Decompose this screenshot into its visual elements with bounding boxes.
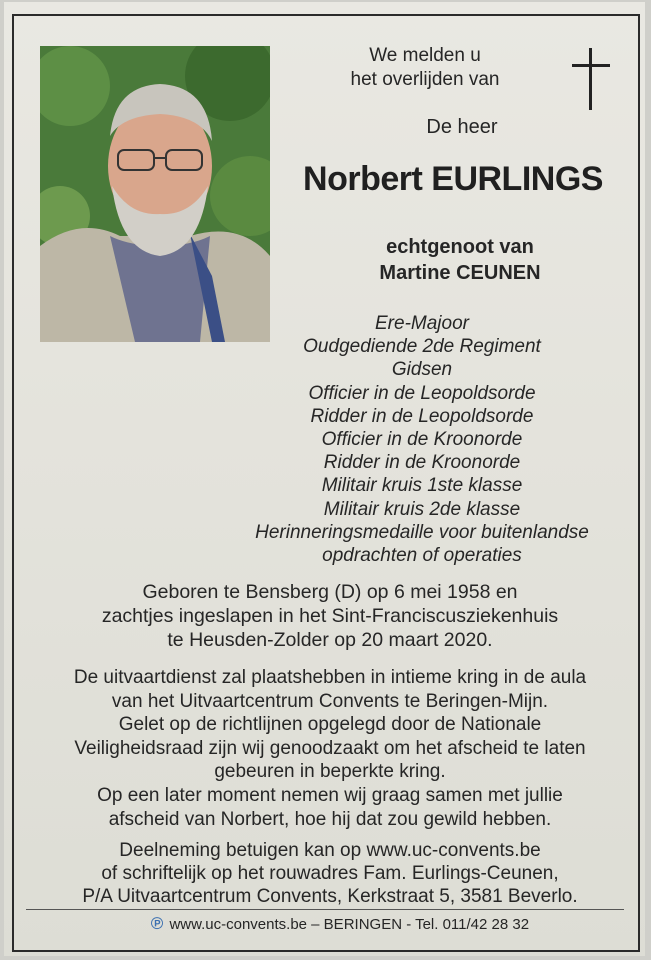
ceremony-line: Op een later moment nemen wij graag samen met jullie: [97, 784, 563, 806]
condolence-line: of schriftelijk op het rouwadres Fam. Eurlings-Ceunen,: [101, 863, 559, 884]
honor-item: Ere-Majoor: [375, 313, 469, 334]
birth-line: Geboren te Bensberg (D) op 6 mei 1958 en: [142, 581, 518, 603]
footer-divider: [26, 909, 624, 910]
honor-item: Herinneringsmedaille voor buitenlandse: [255, 521, 589, 543]
cross-icon: [572, 48, 610, 117]
birth-line: zachtjes ingeslapen in het Sint-Franciscusziekenhuis: [101, 605, 559, 627]
honor-item: opdrachten of operaties: [322, 545, 522, 567]
honor-item: Oudgediende 2de Regiment: [303, 336, 541, 358]
spouse-label: echtgenoot van: [386, 236, 534, 258]
honors-list: [232, 312, 612, 567]
ceremony-line: gebeuren in beperkte kring.: [214, 761, 446, 783]
ceremony-line: De uitvaartdienst zal plaatshebben in intieme kring in de aula: [73, 667, 587, 688]
condolence-paragraph: [30, 839, 630, 908]
portrait-photo: [40, 46, 270, 342]
birth-line: te Heusden-Zolder op 20 maart 2020.: [167, 629, 493, 651]
honor-item: Ridder in de Kroonorde: [323, 452, 521, 474]
funeral-home-logo-icon: ℗: [150, 914, 164, 933]
ceremony-line: Veiligheidsraad zijn wij genoodzaakt om het afscheid te laten: [74, 737, 586, 759]
ceremony-paragraph: [30, 666, 630, 831]
honorific: De heer: [426, 116, 498, 138]
condolence-line: P/A Uitvaartcentrum Convents, Kerkstraat 5, 3581 Beverlo.: [82, 886, 578, 907]
condolence-line: Deelneming betuigen kan op www.uc-convents.be: [119, 840, 541, 861]
ceremony-line: van het Uitvaartcentrum Convents te Beringen-Mijn.: [111, 690, 549, 712]
footer: [100, 914, 580, 934]
honor-item: Gidsen: [391, 359, 453, 381]
ceremony-line: Gelet op de richtlijnen opgelegd door de Nationale: [118, 714, 542, 736]
spouse-name: Martine CEUNEN: [379, 262, 541, 284]
footer-text: www.uc-convents.be – BERINGEN - Tel. 011/42 28 32: [169, 916, 530, 933]
honor-item: Ridder in de Leopoldsorde: [310, 405, 534, 427]
deceased-name: Norbert EURLINGS: [303, 160, 603, 198]
intro-line: We melden u: [369, 45, 481, 66]
ceremony-line: afscheid van Norbert, hoe hij dat zou gewild hebben.: [108, 808, 552, 830]
honor-item: Militair kruis 1ste klasse: [321, 475, 523, 497]
intro-line: het overlijden van: [350, 69, 500, 90]
birth-paragraph: [60, 580, 600, 652]
honor-item: Officier in de Kroonorde: [321, 429, 523, 451]
honor-item: Militair kruis 2de klasse: [323, 498, 521, 520]
intro-text: [330, 44, 520, 92]
honor-item: Officier in de Leopoldsorde: [308, 382, 536, 404]
